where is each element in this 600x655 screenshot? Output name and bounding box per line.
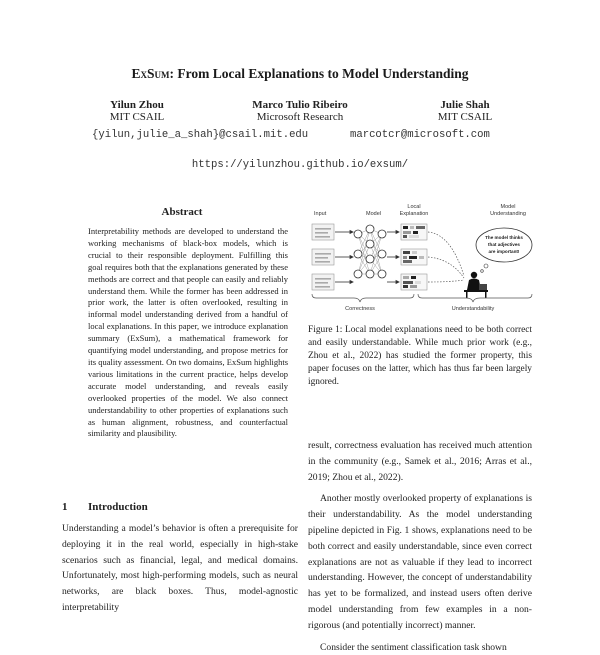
section-title: Introduction bbox=[88, 501, 148, 513]
project-url[interactable]: https://yilunzhou.github.io/exsum/ bbox=[191, 159, 409, 171]
author-block-2 bbox=[230, 99, 370, 123]
author-affiliation: Microsoft Research bbox=[256, 111, 344, 123]
section-heading-introduction bbox=[62, 501, 148, 513]
figure-1-caption: Figure 1: Local model explanations need to be both correct and easily understandable. While much prior work (e.g., Zhou et al., 2022) has studied the former property, this paper focuses on the latter, which has thus far been largely ignored. bbox=[308, 325, 532, 387]
fig-label-understanding: Understanding bbox=[490, 211, 526, 217]
fig-label-model: Model bbox=[366, 211, 381, 217]
thought-line-3: are important! bbox=[488, 249, 520, 254]
fig-label-local: Local bbox=[407, 204, 421, 210]
author-affiliation: MIT CSAIL bbox=[437, 111, 493, 123]
understandability-brace bbox=[418, 294, 532, 302]
fig-label-correctness: Correctness bbox=[345, 306, 375, 312]
author-block-3 bbox=[400, 99, 530, 123]
right-para-1: result, correctness evaluation has received much attention in the community (e.g., Samek et al., 2016; Arras et al., 2019; Zhou et al., 2022). bbox=[308, 440, 532, 483]
fig-label-explanation: Explanation bbox=[399, 211, 429, 217]
figure-1-pipeline bbox=[306, 204, 536, 316]
fig-label-model2: Model bbox=[500, 204, 516, 210]
fig-label-input: Input bbox=[314, 211, 327, 217]
input-arrows bbox=[335, 231, 353, 284]
introduction-text: Understanding a model’s behavior is often a prerequisite for deploying it in the real world, especially in high-stake scenarios such as financial, legal, and medical domains. Unfortunately, most high-performing models, such as neural networks, are black boxes. Thus, model-agnostic interpretability bbox=[62, 523, 298, 613]
title-rest: : From Local Explanations to Model Understanding bbox=[169, 66, 469, 81]
thought-line-1: The model thinks bbox=[485, 235, 523, 240]
model-understanding-illustration bbox=[464, 228, 532, 298]
paper-title bbox=[0, 66, 600, 82]
input-document-icons bbox=[312, 224, 334, 290]
model-arrows bbox=[387, 231, 399, 284]
right-para-3: Consider the sentiment classification task shown bbox=[320, 641, 507, 653]
email-right: marcotcr@microsoft.com bbox=[350, 129, 490, 141]
neural-network-icon bbox=[354, 225, 386, 278]
abstract-heading: Abstract bbox=[161, 206, 203, 218]
abstract-text: Interpretability methods are developed to understand the working mechanisms of black-box models, which is crucial to their responsible deployment. Fulfilling this goal requires both that the explanations generated by these methods are correct and that people can easily and reliably understand them. While the former has been addressed in prior work, the latter is often overlooked, resulting in informal model understanding derived from a handful of local explanations. In this paper, we introduce explanation summary (ExSum), a mathematical framework for quantifying model understanding, and propose metrics for its quality assessment. On two domains, ExSum highlights various limitations in the current practice, helps develop accurate model understanding, and reveals easily overlooked properties of the model. We also connect understandability to other properties of explanations such as human alignment, robustness, and counterfactual similarity and plausibility. bbox=[88, 226, 288, 439]
email-left: {yilun,julie_a_shah}@csail.mit.edu bbox=[92, 129, 309, 141]
author-block-1 bbox=[72, 99, 202, 123]
thought-line-2: that adjectives bbox=[488, 242, 520, 247]
right-para-2: Another mostly overlooked property of explanations is their understandability. As the model understanding pipeline depicted in Fig. 1 shows, explanations need to be both correct and easily understandable, since even correct explanations are not as valuable if they lead to incorrect understanding. However, the concept of understandability has yet to be formalized, and instead users often derive model understanding from few examples in a non-rigorous (and potentially incorrect) manner. bbox=[308, 493, 532, 631]
understanding-arrows bbox=[428, 232, 464, 282]
title-prefix: ExSum bbox=[131, 66, 170, 81]
correctness-brace bbox=[312, 294, 414, 302]
author-name: Julie Shah bbox=[440, 99, 490, 111]
right-column-text bbox=[308, 438, 532, 655]
local-explanation-heatmaps bbox=[401, 224, 427, 290]
author-affiliation: MIT CSAIL bbox=[109, 111, 165, 123]
person-at-desk-icon bbox=[464, 272, 488, 298]
fig-label-understandability: Understandability bbox=[451, 306, 495, 312]
author-name: Marco Tulio Ribeiro bbox=[252, 99, 348, 111]
author-name: Yilun Zhou bbox=[110, 99, 164, 111]
section-number: 1 bbox=[62, 501, 68, 513]
